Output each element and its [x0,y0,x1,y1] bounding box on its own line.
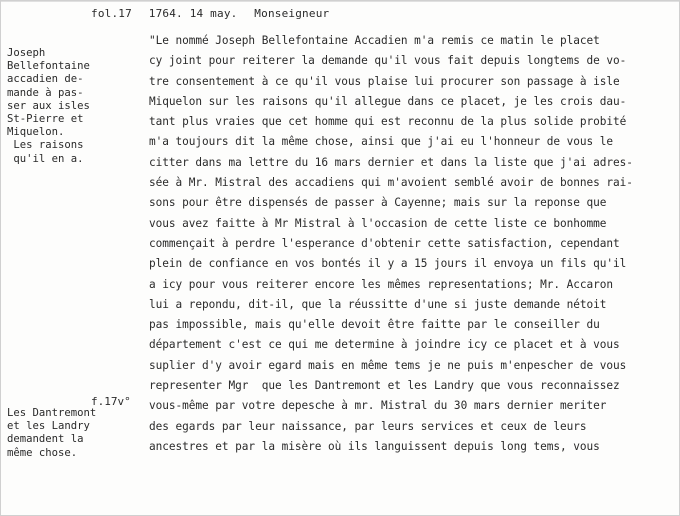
folio-number: fol.17 [91,7,132,20]
body-line: commençait à perdre l'esperance d'obtenir cette satisfaction, cependant [149,236,620,250]
body-line: sée à Mr. Mistral des accadiens qui m'avoient semblé avoir de bonnes rai- [149,176,633,190]
body-line: tant plus vraies que cet homme qui est reconnu de la plus solide probité [149,115,627,129]
body-line: sons pour être dispensés de passer à Cayenne; mais sur la reponse que [149,196,607,210]
folio-verso-mark: f.17v° [91,395,131,408]
body-line: vous avez faitte à Mr Mistral à l'occasion de cette liste ce bonhomme [149,216,607,230]
body-line: ancestres et par la misère où ils languissent depuis long tems, vous [149,439,600,453]
addressee: Monseigneur [254,7,330,20]
body-line: vous-même par votre depesche à mr. Mistral du 30 mars dernier meriter [149,399,607,413]
body-line: cy joint pour reiterer la demande qu'il vous fait depuis longtems de vo- [149,54,627,68]
body-line: plein de confiance en vos bontés il y a 15 jours il envoya un fils qu'il [149,257,627,271]
body-line: "Le nommé Joseph Bellefontaine Accadien m'a remis ce matin le placet [149,34,600,47]
body-line: suplier d'y avoir egard mais en même tems je ne puis m'enpescher de vous [149,358,627,372]
top-edge-rule [1,1,679,2]
body-line: citter dans ma lettre du 16 mars dernier et dans la liste que j'ai adres- [149,155,633,169]
body-line: a icy pour vous reiterer encore les mêmes representations; Mr. Accaron [149,277,614,291]
body-line: lui a repondu, dit-il, que la réussitte d'une si juste demande nétoit [149,297,607,311]
document-header [91,7,339,20]
body-line: Miquelon sur les raisons qu'il allegue dans ce placet, je les crois dau- [149,94,627,108]
body-line: m'a toujours dit la même chose, ainsi que j'ai eu l'honneur de vous le [149,135,614,149]
margin-summary-dantremont-landry: Les Dantremont et les Landry demandent la même chose. [7,407,97,459]
body-line: tre consentement à ce qu'il vous plaise lui procurer son passage à isle [149,74,620,88]
letter-body [149,31,679,457]
letter-date: 1764. 14 may. [148,7,238,20]
body-line: pas impossible, mais qu'elle devoit être faitte par le conseiller du [149,318,600,332]
margin-summary-bellefontaine: Joseph Bellefontaine accadien de- mande à pas- ser aux isles St-Pierre et Miquelon. Les raisons qu'il en a. [7,47,90,165]
body-line: des egards par leur naissance, par leurs services et ceux de leurs [149,419,587,433]
body-line: representer Mgr que les Dantremont et les Landry que vous reconnaissez [149,379,620,393]
body-line: département c'est ce qui me determine à joindre icy ce placet et à vous [149,338,620,352]
